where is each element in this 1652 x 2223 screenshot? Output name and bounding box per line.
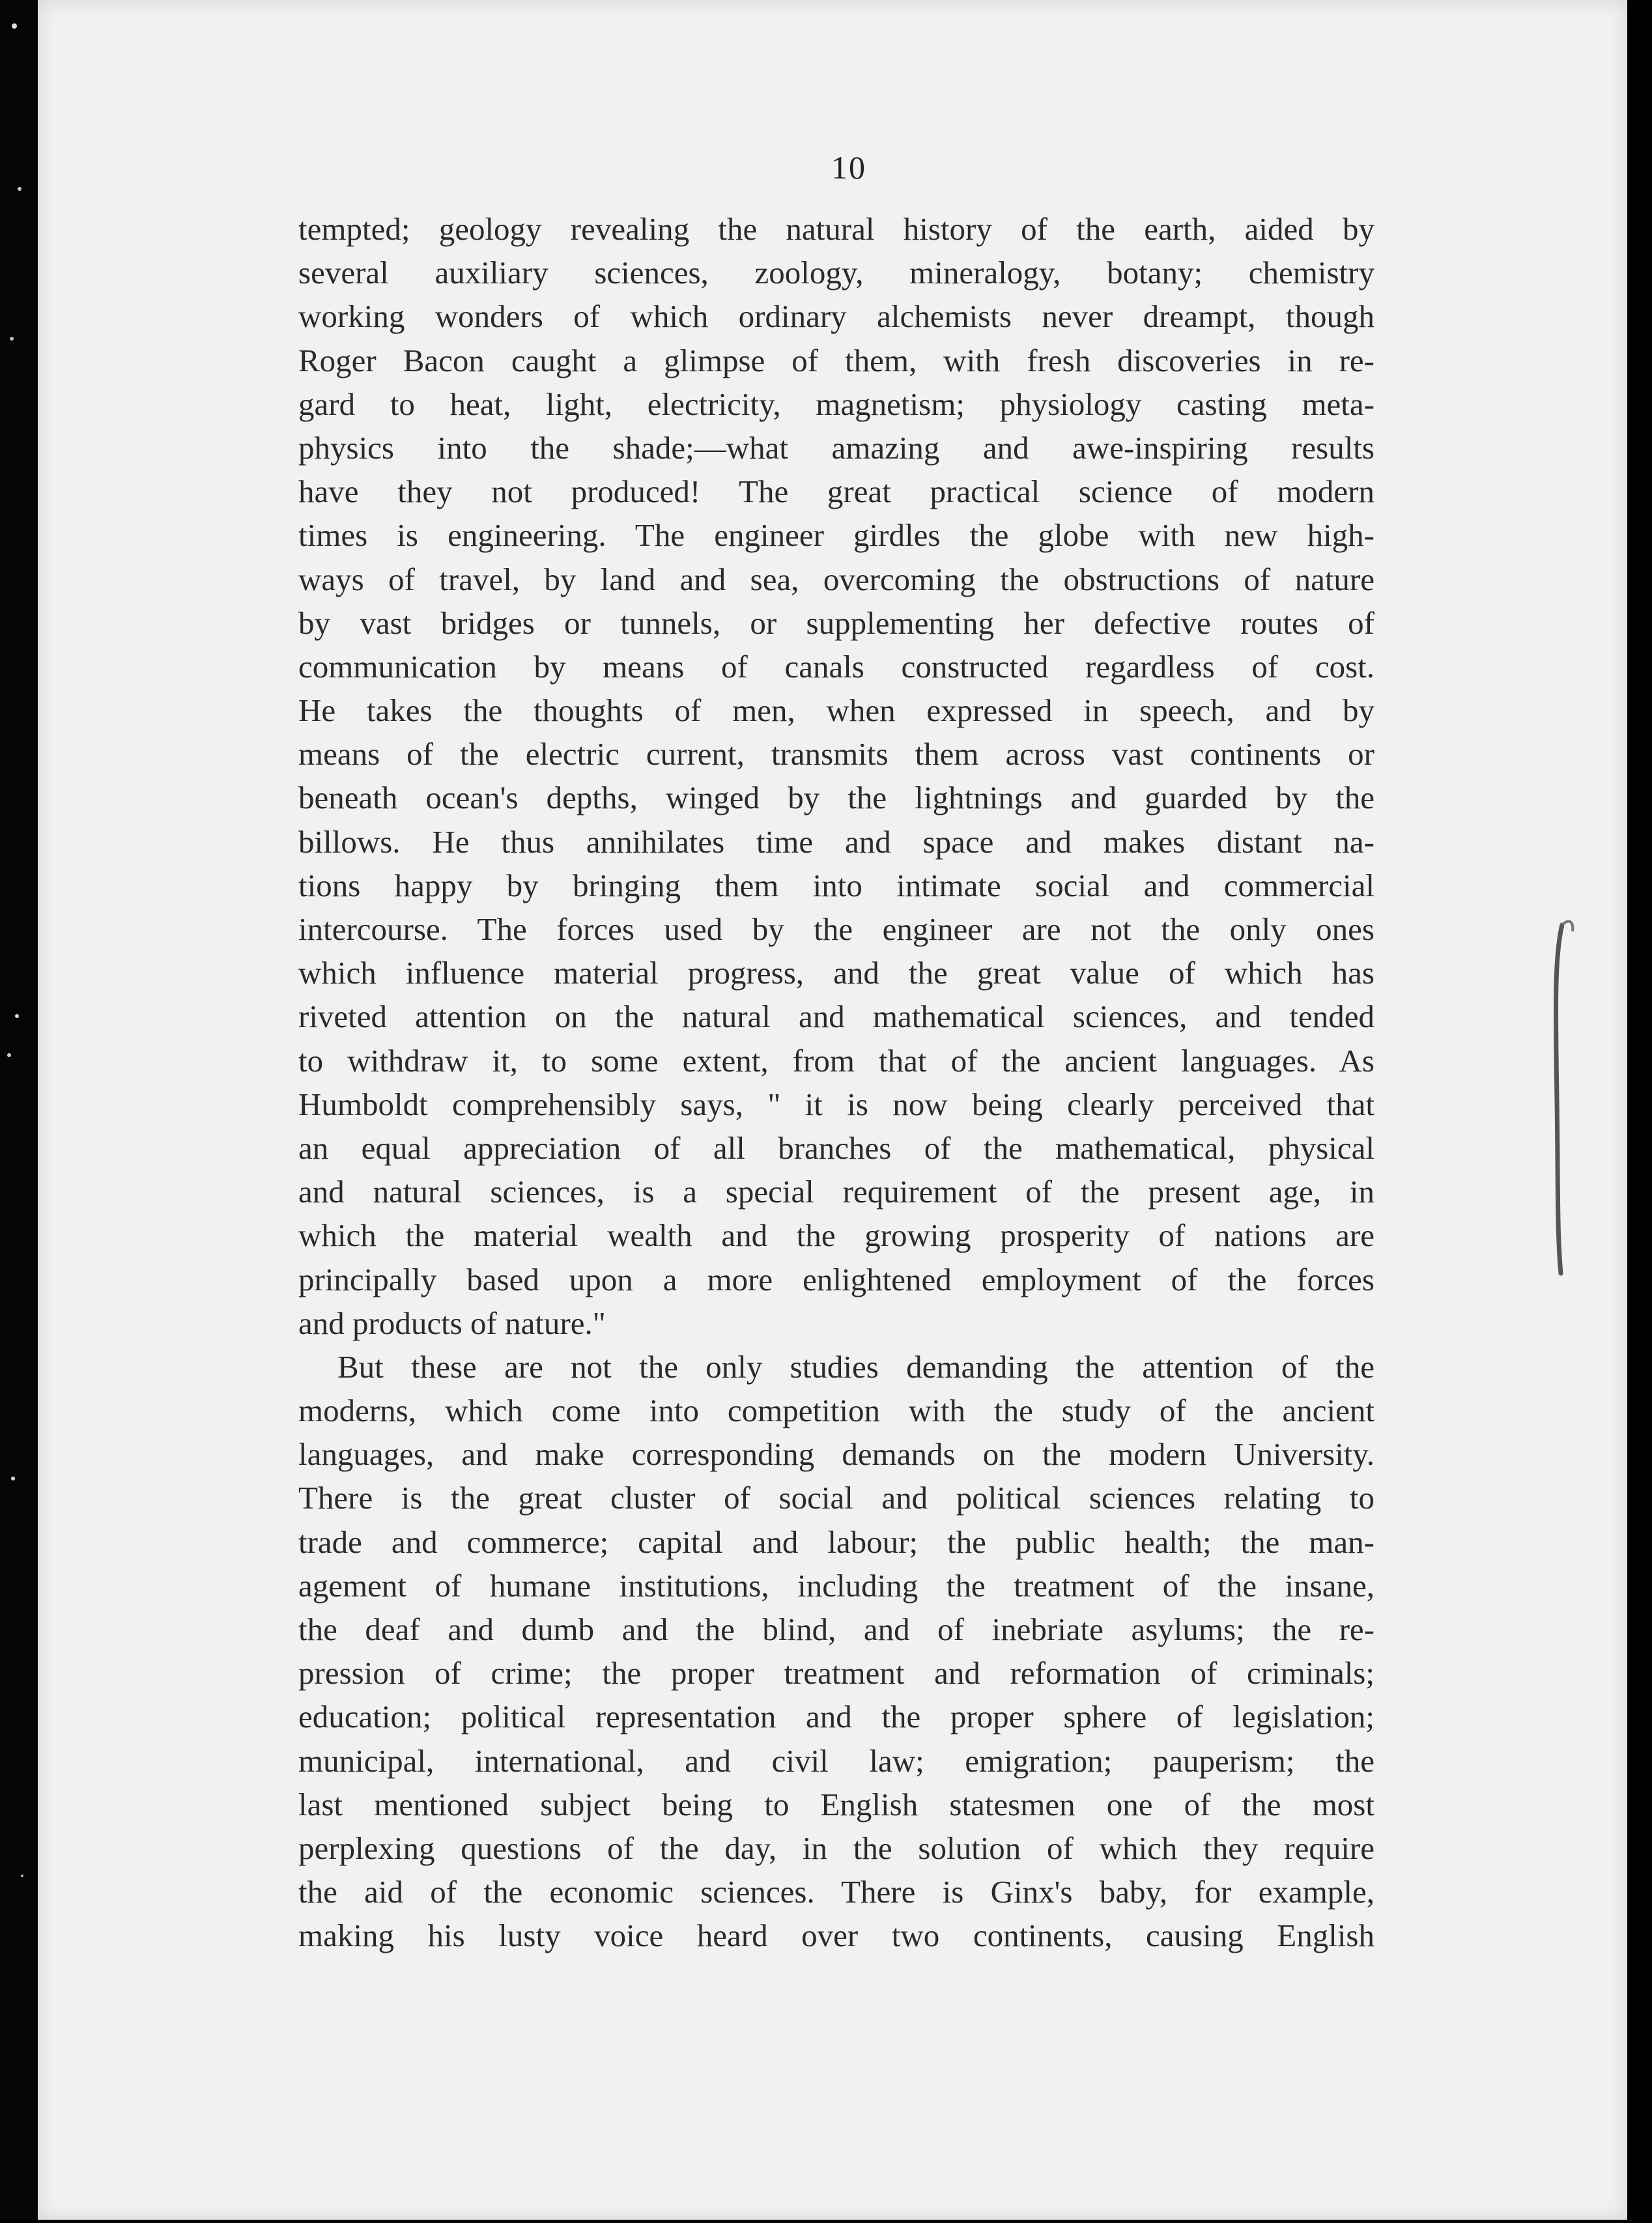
text-line: the aid of the economic sciences. There is Ginx's baby, for example, — [298, 1874, 1374, 1910]
text-line: But these are not the only studies demanding the attention of the — [337, 1348, 1374, 1385]
text-line: ways of travel, by land and sea, overcoming the obstructions of nature — [298, 561, 1374, 597]
text-line: tions happy by bringing them into intimate social and commercial — [298, 867, 1374, 903]
text-line: times is engineering. The engineer girdles the globe with new high- — [298, 517, 1374, 554]
text-line: He takes the thoughts of men, when expressed in speech, and by — [298, 692, 1374, 729]
text-line: education; political representation and the proper sphere of legislation; — [298, 1699, 1374, 1735]
text-line: gard to heat, light, electricity, magnetism; physiology casting meta- — [298, 386, 1374, 422]
text-line: last mentioned subject being to English statesmen one of the most — [298, 1786, 1374, 1822]
text-line: riveted attention on the natural and mathematical sciences, and tended — [298, 998, 1374, 1035]
text-line: physics into the shade;—what amazing and awe-inspiring results — [298, 429, 1374, 466]
document-page — [38, 0, 1627, 2220]
text-line: tempted; geology revealing the natural history of the earth, aided by — [298, 211, 1374, 247]
binding-thread-mark — [1549, 918, 1575, 1283]
text-line: There is the great cluster of social and political sciences relating to — [298, 1480, 1374, 1516]
text-line: which influence material progress, and the great value of which has — [298, 955, 1374, 991]
body-text — [298, 207, 1374, 1958]
text-line: principally based upon a more enlightened employment of the forces — [298, 1261, 1374, 1297]
text-line: pression of crime; the proper treatment and reformation of criminals; — [298, 1655, 1374, 1692]
text-line: Humboldt comprehensibly says, " it is now being clearly perceived that — [298, 1086, 1374, 1122]
text-line: intercourse. The forces used by the engineer are not the only ones — [298, 911, 1374, 947]
text-line: an equal appreciation of all branches of the mathematical, physical — [298, 1129, 1374, 1166]
text-line: agement of humane institutions, including the treatment of the insane, — [298, 1567, 1374, 1604]
paragraph-1 — [298, 207, 1374, 1345]
text-line: municipal, international, and civil law; emigration; pauperism; the — [298, 1742, 1374, 1779]
text-line: which the material wealth and the growing prosperity of nations are — [298, 1217, 1374, 1254]
paragraph-2 — [298, 1345, 1374, 1958]
text-line: trade and commerce; capital and labour; the public health; the man- — [298, 1523, 1374, 1560]
text-line: to withdraw it, to some extent, from that of the ancient languages. As — [298, 1042, 1374, 1079]
text-line: and natural sciences, is a special requirement of the present age, in — [298, 1174, 1374, 1210]
text-line: have they not produced! The great practical science of modern — [298, 474, 1374, 510]
text-line: by vast bridges or tunnels, or supplementing her defective routes of — [298, 604, 1374, 641]
page-number: 10 — [831, 149, 866, 186]
text-line: perplexing questions of the day, in the solution of which they require — [298, 1830, 1374, 1866]
text-line: Roger Bacon caught a glimpse of them, with fresh discoveries in re- — [298, 342, 1374, 378]
text-line: several auxiliary sciences, zoology, mineralogy, botany; chemistry — [298, 255, 1374, 291]
text-line: beneath ocean's depths, winged by the lightnings and guarded by the — [298, 780, 1374, 816]
text-line: languages, and make corresponding demands on the modern University. — [298, 1436, 1374, 1473]
text-line: the deaf and dumb and the blind, and of inebriate asylums; the re- — [298, 1611, 1374, 1647]
text-line: moderns, which come into competition with the study of the ancient — [298, 1393, 1374, 1429]
text-line: billows. He thus annihilates time and space and makes distant na- — [298, 823, 1374, 860]
text-line: communication by means of canals constructed regardless of cost. — [298, 648, 1374, 685]
text-line: means of the electric current, transmits them across vast continents or — [298, 736, 1374, 772]
text-line: working wonders of which ordinary alchemists never dreampt, though — [298, 298, 1374, 335]
text-line: and products of nature." — [298, 1305, 606, 1341]
text-line: making his lusty voice heard over two continents, causing English — [298, 1918, 1374, 1954]
scan-left-edge — [0, 0, 38, 2220]
